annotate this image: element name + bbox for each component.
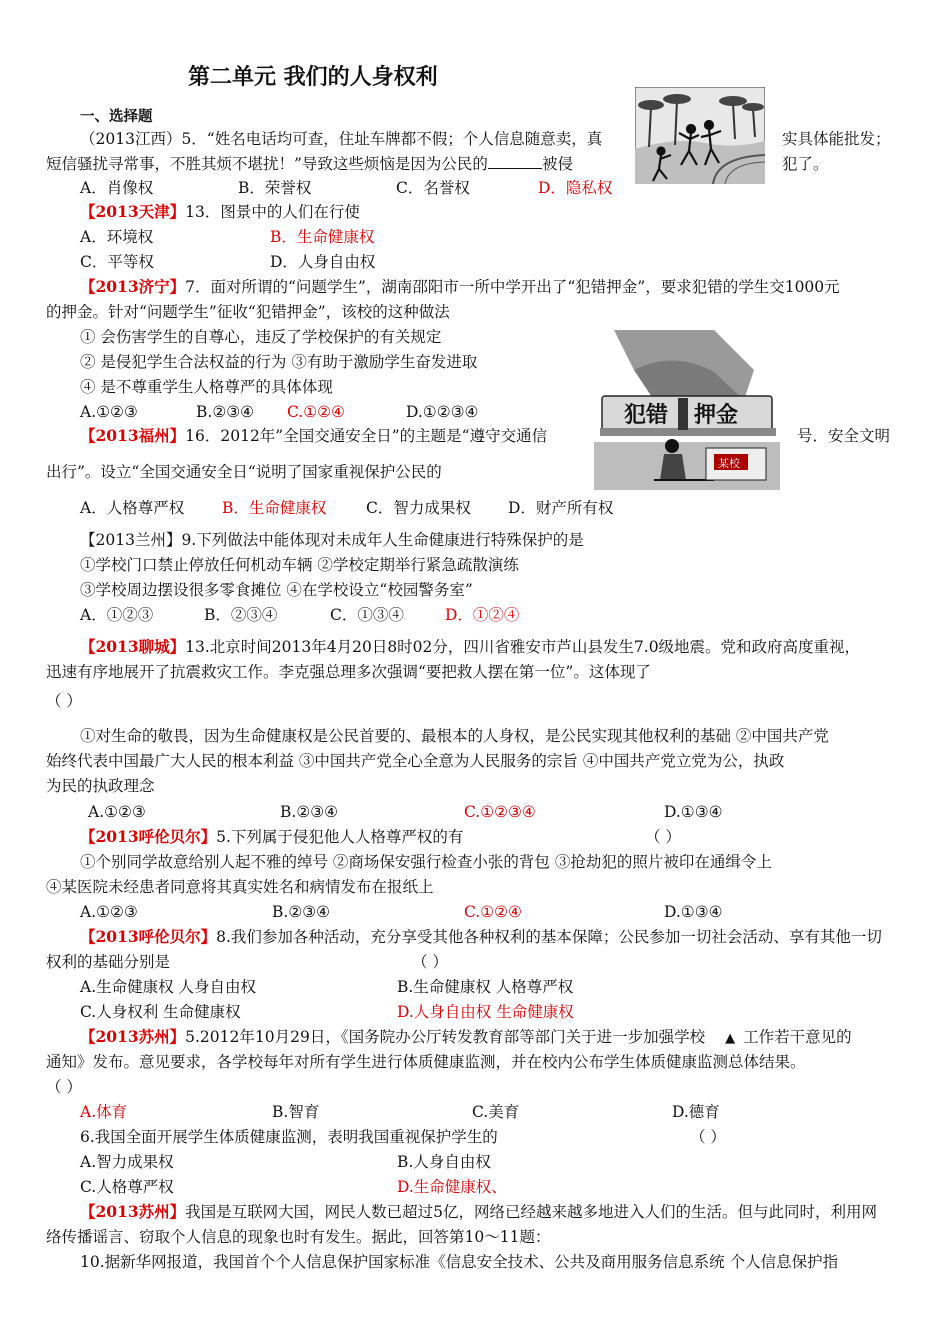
q1-option-d: D．隐私权	[538, 179, 613, 197]
q9-line2: 通知》发布。意见要求，各学校每年对所有学生进行体质健康监测，并在校内公布学生体质健康监测总体结果。	[46, 1053, 806, 1071]
q5-statement-3: ③学校周边摆设很多零食摊位 ④在学校设立“校园警务室”	[80, 581, 473, 599]
q9-stem: 【2013苏州】5.2012年10月29日，《国务院办公厅转发教育部等部门关于进一步加强学校 ▲ 工作若干意见的	[80, 1027, 852, 1046]
q7-paren: （ ）	[645, 828, 681, 846]
q9-option-b: B.智育	[272, 1103, 320, 1121]
q8-paren: （ ）	[412, 953, 448, 971]
q5-option-c: C．①③④	[330, 606, 404, 624]
q1-line2: 短信骚扰寻常事，不胜其烦不堪扰！”导致这些烦恼是因为公民的 被侵	[46, 155, 573, 173]
q7-option-c: C.①②④	[464, 903, 522, 921]
deposit-cartoon-illustration	[594, 330, 780, 490]
q3-statement-2: ② 是侵犯学生合法权益的行为 ③有助于激励学生奋发进取	[80, 353, 478, 371]
q11-stem: 【2013苏州】我国是互联网大国，网民人数已超过5亿，网络已经越来越多地进入人们的生活。但与此同时，利用网	[80, 1202, 878, 1221]
q3-line2: 的押金。针对“问题学生”征收“犯错押金”，该校的这种做法	[46, 303, 450, 321]
q6-option-a: A.①②③	[88, 803, 146, 821]
triangle-marker: ▲	[725, 1031, 736, 1046]
q10-option-d: D.生命健康权、	[397, 1178, 507, 1196]
q6-option-c: C.①②③④	[464, 803, 536, 821]
q3-statement-4: ④ 是不尊重学生人格尊严的具体体现	[80, 378, 333, 396]
q4-option-a: A．人格尊严权	[80, 499, 185, 517]
fitness-scene-illustration	[635, 87, 765, 184]
q6-statement-line1: ①对生命的敬畏，因为生命健康权是公民首要的、最根本的人身权，是公民实现其他权利的基础 ②中国共产党	[80, 727, 829, 745]
q6-statement-line3: 为民的执政理念	[46, 777, 155, 795]
label-left: 犯错	[624, 403, 669, 428]
q8-option-b: B.生命健康权 人格尊严权	[397, 978, 574, 996]
q7-stem: 【2013呼伦贝尔】5.下列属于侵犯他人人格尊严权的有	[80, 827, 464, 846]
q4-stem-end: 号．安全文明	[797, 427, 891, 445]
q9-option-d: D.德育	[672, 1103, 720, 1121]
page-title: 第二单元 我们的人身权利	[188, 65, 438, 90]
q10-stem: 6.我国全面开展学生体质健康监测，表明我国重视保护学生的	[80, 1128, 498, 1146]
q2-option-a: A．环境权	[80, 228, 154, 246]
q1-line1-end: 实具体能批发；	[782, 130, 891, 148]
label-right: 押金	[694, 403, 739, 428]
q2-stem: 【2013天津】13．图景中的人们在行使	[80, 202, 360, 221]
q11-line3: 10.据新华网报道，我国首个个人信息保护国家标准《信息安全技术、公共及商用服务信息系统 个人信息保护指	[80, 1253, 839, 1271]
q2-option-d: D．人身自由权	[270, 253, 376, 271]
q10-option-a: A.智力成果权	[80, 1153, 174, 1171]
q8-line2: 权利的基础分别是	[46, 953, 171, 971]
q4-stem: 【2013福州】16．2012年”全国交通安全日”的主题是“遵守交通信	[80, 426, 548, 445]
q3-stem: 【2013济宁】7．面对所谓的“问题学生”，湖南邵阳市一所中学开出了“犯错押金”，要求犯错的学生交1000元	[80, 277, 840, 296]
q9-option-c: C.美育	[472, 1103, 520, 1121]
q6-option-d: D.①③④	[664, 803, 723, 821]
q6-statement-line2: 始终代表中国最广大人民的根本利益 ③中国共产党全心全意为人民服务的宗旨 ④中国共产党立党为公，执政	[46, 752, 785, 770]
q4-option-d: D．财产所有权	[508, 499, 614, 517]
q1-option-c: C．名誉权	[396, 179, 470, 197]
q6-paren: （ ）	[46, 692, 82, 710]
q8-option-d: D.人身自由权 生命健康权	[397, 1003, 574, 1021]
q3-option-a: A.①②③	[80, 403, 138, 421]
q7-statement-line2: ④某医院未经患者同意将其真实姓名和病情发布在报纸上	[46, 878, 434, 896]
q8-option-c: C.人身权利 生命健康权	[80, 1003, 241, 1021]
q10-option-b: B.人身自由权	[397, 1153, 491, 1171]
q4-line2: 出行”。设立“全国交通安全日“说明了国家重视保护公民的	[46, 463, 442, 481]
q3-statement-1: ① 会伤害学生的自尊心，违反了学校保护的有关规定	[80, 328, 442, 346]
q5-option-b: B．②③④	[204, 606, 278, 624]
q8-stem: 【2013呼伦贝尔】8.我们参加各种活动，充分享受其他各种权利的基本保障；公民参加一切社会活动、享有其他一切	[80, 927, 882, 946]
q2-option-c: C．平等权	[80, 253, 154, 271]
q2-option-b: B．生命健康权	[270, 228, 375, 246]
q7-option-a: A.①②③	[80, 903, 138, 921]
q6-stem: 【2013聊城】13.北京时间2013年4月20日8时02分，四川省雅安市芦山县发生7.0级地震。党和政府高度重视，	[80, 637, 861, 656]
q3-option-d: D.①②③④	[406, 403, 479, 421]
q8-option-a: A.生命健康权 人身自由权	[80, 978, 257, 996]
q5-stem: 【2013兰州】9.下列做法中能体现对未成年人生命健康进行特殊保护的是	[80, 531, 584, 549]
q6-option-b: B.②③④	[280, 803, 339, 821]
q1-line2-end: 犯了。	[782, 155, 829, 173]
q4-option-c: C．智力成果权	[366, 499, 471, 517]
q7-option-b: B.②③④	[272, 903, 331, 921]
section-heading: 一、选择题	[80, 109, 153, 125]
q1-option-b: B．荣誉权	[238, 179, 312, 197]
q7-option-d: D.①③④	[664, 903, 723, 921]
answer-blank	[488, 154, 542, 169]
q4-option-b: B．生命健康权	[222, 499, 327, 517]
q9-paren: （ ）	[46, 1078, 82, 1096]
q5-option-d: D．①②④	[445, 606, 520, 624]
q9-option-a: A.体育	[80, 1103, 128, 1121]
q6-line2: 迅速有序地展开了抗震救灾工作。李克强总理多次强调“要把救人摆在第一位”。这体现了	[46, 663, 651, 681]
q10-paren: （ ）	[690, 1128, 726, 1146]
q5-option-a: A．①②③	[80, 606, 154, 624]
q7-statement-line1: ①个别同学故意给别人起不雅的绰号 ②商场保安强行检查小张的背包 ③抢劫犯的照片被印在通缉令上	[80, 853, 772, 871]
q10-option-c: C.人格尊严权	[80, 1178, 174, 1196]
sign-text: 某校	[718, 457, 740, 470]
q5-statement-1: ①学校门口禁止停放任何机动车辆 ②学校定期举行紧急疏散演练	[80, 556, 519, 574]
q3-option-c: C.①②④	[287, 403, 345, 421]
q11-line2: 络传播谣言、窃取个人信息的现象也时有发生。据此，回答第10～11题：	[46, 1228, 551, 1246]
q1-line1: （2013江西）5．“姓名电话均可查，住址车牌都不假；个人信息随意卖，真	[80, 130, 603, 148]
q1-option-a: A．肖像权	[80, 179, 154, 197]
q3-option-b: B.②③④	[196, 403, 255, 421]
